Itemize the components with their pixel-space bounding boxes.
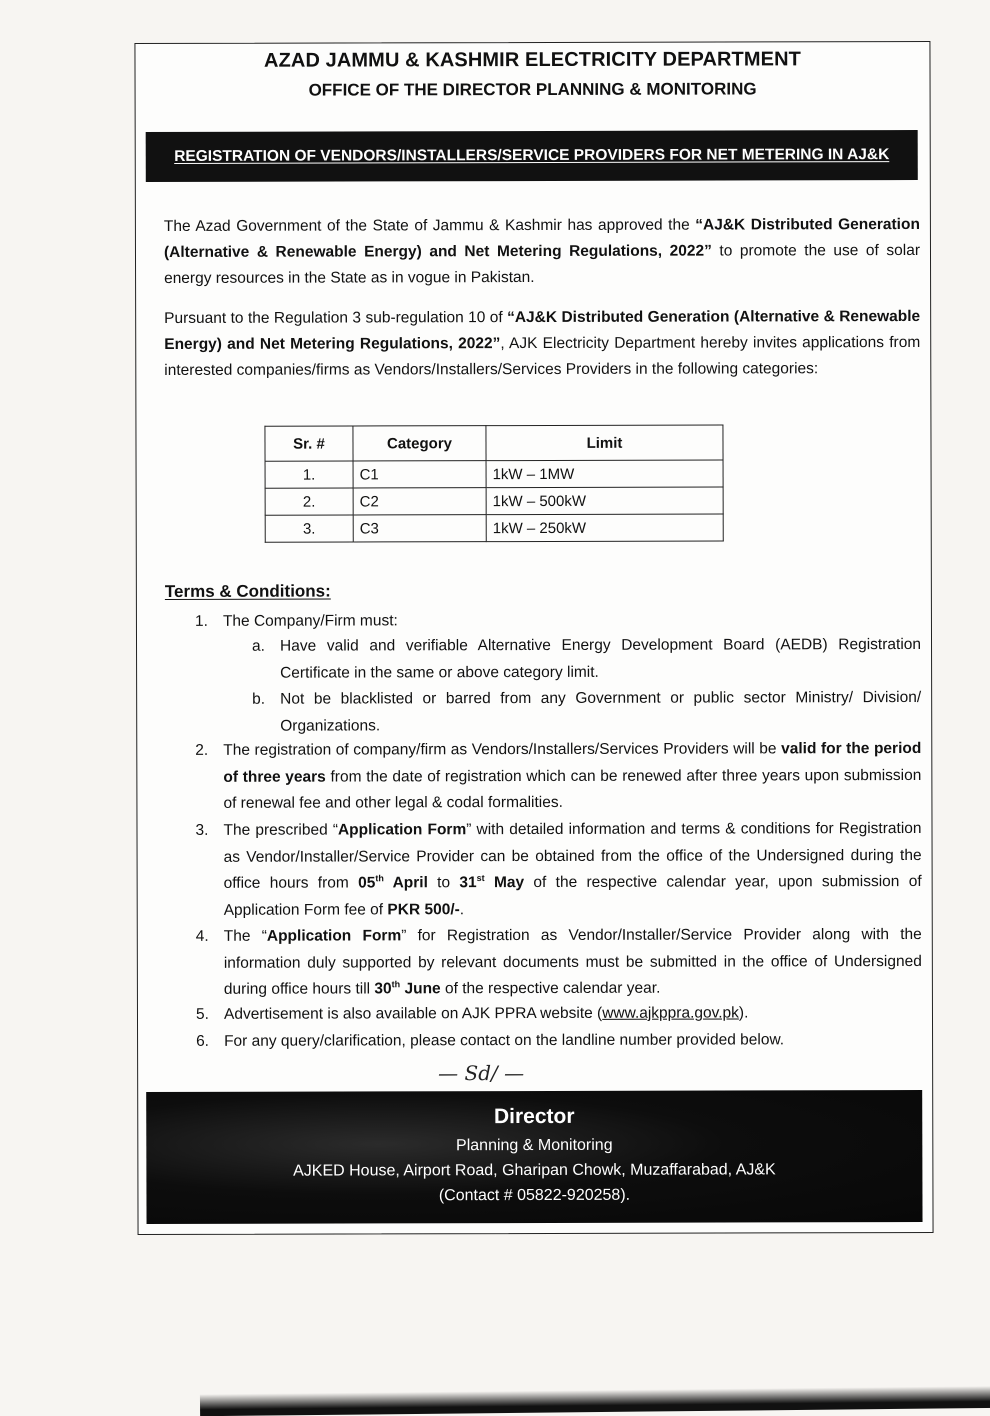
ordinal: st xyxy=(476,872,485,883)
item-number: 2. xyxy=(195,741,209,759)
cell-sr: 1. xyxy=(265,461,353,488)
categories-table xyxy=(264,425,723,543)
header-limit: Limit xyxy=(486,425,723,461)
term-item-2 xyxy=(195,736,922,817)
item-number: 3. xyxy=(195,821,209,839)
text: from the date of registration which can be renewed after three years upon submission of renewal fee and other legal & codal formalities. xyxy=(223,766,922,812)
ppra-website-link[interactable]: www.ajkppra.gov.pk xyxy=(602,1004,739,1022)
text: The Azad Government of the State of Jammu & Kashmir has approved the xyxy=(163,216,696,235)
department-title: AZAD JAMMU & KASHMIR ELECTRICITY DEPARTMENT xyxy=(264,48,801,72)
month: May xyxy=(484,874,525,892)
cell-category: C2 xyxy=(353,488,486,515)
item-number: 4. xyxy=(195,927,209,945)
contact-number: (Contact # 05822-920258). xyxy=(438,1186,631,1205)
term-item-4 xyxy=(195,922,922,1003)
item-number: 5. xyxy=(195,1005,209,1023)
text: , AJK Electricity Department hereby invites applications from interested companies/firms as Vendors/Installers/Services Providers in the following categories: xyxy=(164,333,921,379)
notice-page xyxy=(134,41,933,1235)
contact-footer xyxy=(146,1090,922,1224)
text: ). xyxy=(738,1004,749,1022)
text: The prescribed “ xyxy=(223,821,338,839)
month: June xyxy=(400,980,441,998)
item-letter: b. xyxy=(252,690,266,708)
signatory-role: Director xyxy=(493,1104,575,1129)
form-name: Application Form xyxy=(337,821,467,839)
day: 30 xyxy=(374,980,392,998)
term-item-1a xyxy=(251,632,922,687)
office-address: AJKED House, Airport Road, Gharipan Chowk, Muzaffarabad, AJ&K xyxy=(293,1161,776,1180)
text: of the respective calendar year, upon submission of Application Form fee of xyxy=(223,872,922,919)
table-row xyxy=(265,514,723,542)
signatory-department: Planning & Monitoring xyxy=(456,1136,613,1155)
day: 31 xyxy=(459,874,477,892)
item-letter: a. xyxy=(251,637,265,655)
text: ” for Registration as Vendor/Installer/Service Provider along with the information duly supported by relevant documents must be submitted in the office of Undersigned during office hours till xyxy=(223,925,922,998)
text: Pursuant to the Regulation 3 sub-regulation 10 of xyxy=(164,309,508,327)
day: 05 xyxy=(358,874,376,892)
ordinal: th xyxy=(375,873,384,884)
item-text: The Company/Firm must: xyxy=(222,612,398,630)
header-category: Category xyxy=(353,426,486,461)
intro-paragraph-1 xyxy=(164,212,920,292)
start-date xyxy=(358,874,428,891)
cell-sr: 2. xyxy=(265,488,353,515)
month: April xyxy=(383,874,428,892)
office-subtitle: OFFICE OF THE DIRECTOR PLANNING & MONITORING xyxy=(308,79,757,100)
text: of the respective calendar year. xyxy=(440,979,661,998)
ordinal: th xyxy=(391,979,401,990)
terms-heading: Terms & Conditions: xyxy=(164,581,331,601)
table-row xyxy=(265,460,723,488)
banner-title: REGISTRATION OF VENDORS/INSTALLERS/SERVICE PROVIDERS FOR NET METERING IN AJ&K xyxy=(174,146,890,165)
form-name: Application Form xyxy=(266,927,402,945)
term-item-3 xyxy=(195,816,922,924)
table-row xyxy=(265,487,723,515)
regulation-name: “AJ&K Distributed Generation (Alternative & Renewable Energy) and Net Metering Regulations, 2022” xyxy=(164,307,921,353)
validity-period: valid for the period of three years xyxy=(223,739,922,786)
item-number: 6. xyxy=(196,1032,210,1050)
notice-banner xyxy=(146,130,918,182)
cell-limit: 1kW – 1MW xyxy=(486,460,723,488)
term-item-5 xyxy=(195,1000,922,1028)
intro-paragraph-2 xyxy=(164,304,920,384)
table-header-row xyxy=(265,425,723,461)
signature-mark: — Sd/ — xyxy=(438,1061,525,1086)
end-date xyxy=(459,874,524,891)
cell-limit: 1kW – 500kW xyxy=(486,487,723,515)
text: The registration of company/firm as Vendors/Installers/Services Providers will be xyxy=(223,740,782,759)
scan-edge-shadow xyxy=(200,1386,990,1416)
item-text: Not be blacklisted or barred from any Government or public sector Ministry/ Division/ Organizations. xyxy=(280,688,922,735)
term-item-6 xyxy=(196,1027,922,1055)
item-text: For any query/clarification, please contact on the landline number provided below. xyxy=(224,1031,785,1050)
regulation-name: “AJ&K Distributed Generation (Alternative & Renewable Energy) and Net Metering Regulations, 2022” xyxy=(163,215,920,261)
item-number: 1. xyxy=(194,612,208,630)
item-text: Have valid and verifiable Alternative Energy Development Board (AEDB) Registration Certificate in the same or above category limit. xyxy=(279,635,922,682)
cell-sr: 3. xyxy=(265,515,353,542)
text: Advertisement is also available on AJK PPRA website ( xyxy=(223,1004,603,1023)
text: to promote the use of solar energy resources in the State as in vogue in Pakistan. xyxy=(164,241,921,287)
cell-category: C3 xyxy=(353,515,486,542)
header-sr: Sr. # xyxy=(265,426,353,461)
text: . xyxy=(459,900,465,918)
term-item-1 xyxy=(194,607,921,635)
deadline-date xyxy=(374,980,440,997)
text: ” with detailed information and terms & conditions for Registration as Vendor/Installer/Service Provider can be obtained from the office of the Undersigned during the office hours from xyxy=(223,819,922,892)
text: to xyxy=(427,874,460,892)
form-fee: PKR 500/- xyxy=(387,900,460,918)
term-item-1b xyxy=(252,685,922,740)
text: The “ xyxy=(223,927,267,945)
cell-limit: 1kW – 250kW xyxy=(486,514,723,542)
cell-category: C1 xyxy=(353,461,486,488)
